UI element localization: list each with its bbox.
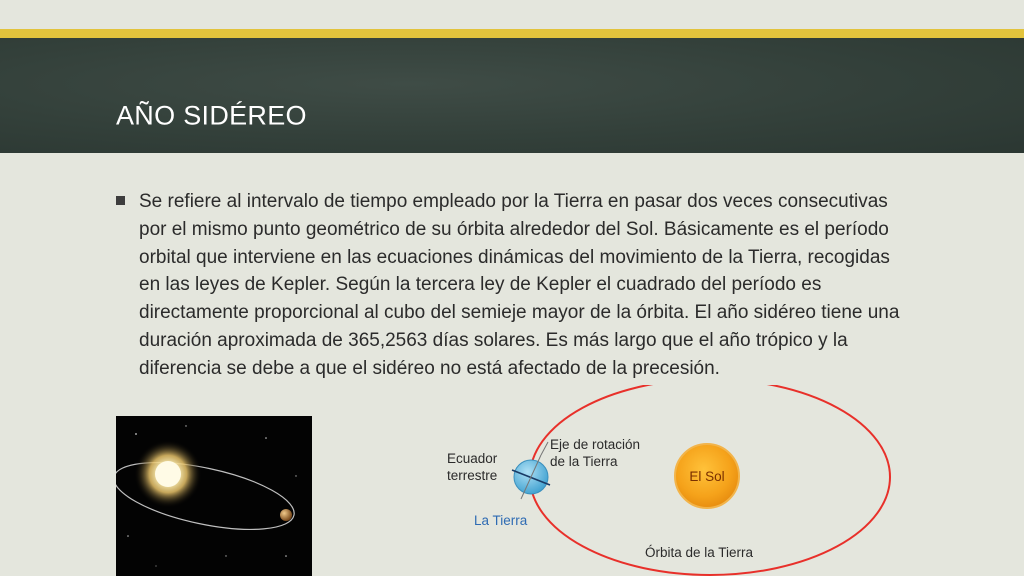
slide-content: [112, 188, 912, 383]
square-bullet-icon: [116, 196, 125, 205]
sun-orbit-photo: [116, 416, 312, 576]
sun-label: El Sol: [689, 469, 725, 484]
earth-label: La Tierra: [474, 513, 528, 528]
planet: [280, 509, 292, 521]
equator-label-2: terrestre: [447, 468, 498, 483]
orbit-label: Órbita de la Tierra: [645, 545, 754, 560]
title-bar: [0, 38, 1024, 153]
equator-label-1: Ecuador: [447, 451, 498, 466]
top-strip: [0, 0, 1024, 29]
axis-label-1: Eje de rotación: [550, 437, 641, 452]
bullet-item: [112, 188, 912, 383]
earth-orbit-diagram: [430, 385, 900, 576]
slide-title: AÑO SIDÉREO: [116, 100, 307, 131]
bullet-text: Se refiere al intervalo de tiempo empleado por la Tierra en pasar dos veces consecutivas por el mismo punto geométrico de su órbita alrededor del Sol. Básicamente es el período orbital que interviene en las ecuaciones dinámicas del movimiento de la Tierra, recogidas en las leyes de Kepler. Según la tercera ley de Kepler el cuadrado del período es directamente proporcional al cubo del semieje mayor de la órbita. El año sidéreo tiene una duración aproximada de 365,2563 días solares. Es más largo que el año trópico y la diferencia se debe a que el sidéreo no está afectado de la precesión.: [139, 191, 900, 379]
accent-stripe: [0, 29, 1024, 38]
axis-label-2: de la Tierra: [550, 454, 618, 469]
sun-core: [155, 461, 181, 487]
